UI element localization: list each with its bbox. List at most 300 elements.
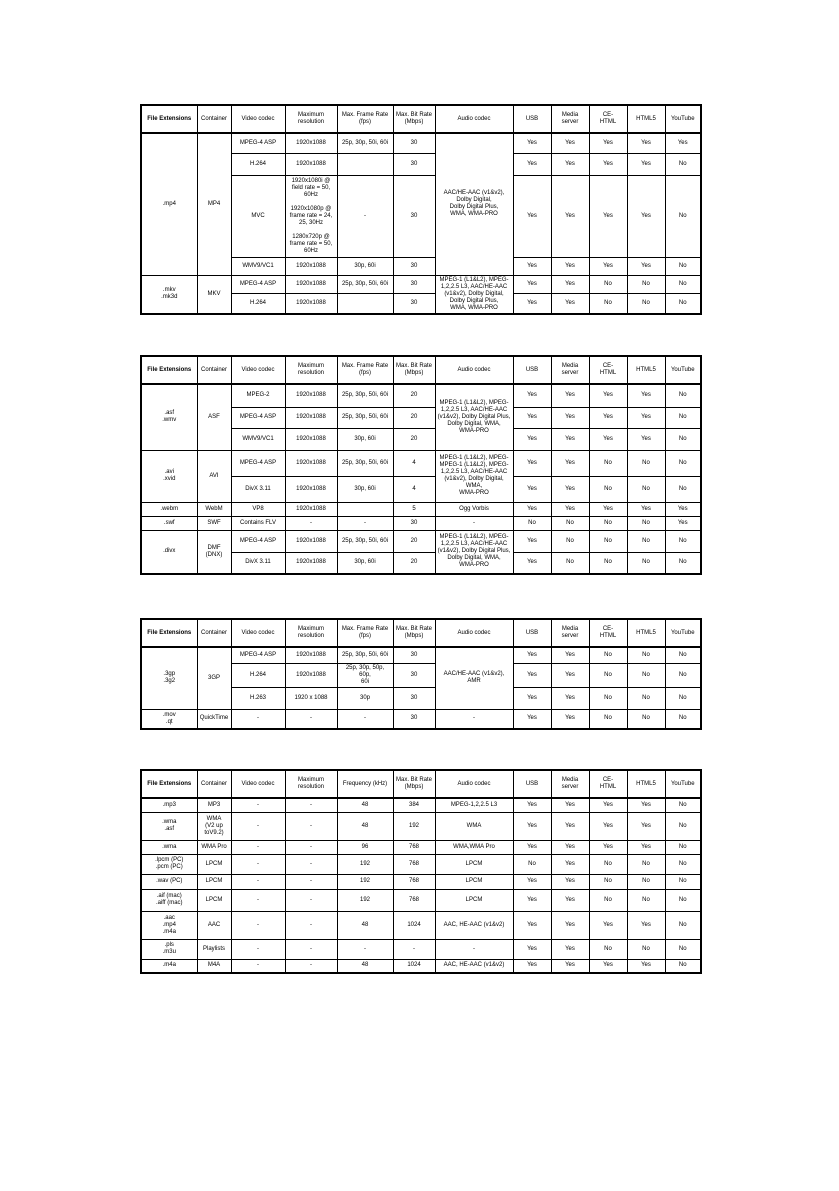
table-cell: 1920x1088 — [285, 384, 337, 407]
column-header: HTML5 — [627, 619, 665, 647]
table-cell: 30 — [393, 133, 435, 153]
table-cell: Contains FLV — [231, 516, 285, 530]
table-cell: No — [665, 476, 701, 502]
column-header: YouTube — [665, 619, 701, 647]
table-cell: No — [551, 552, 589, 574]
table-cell: 25p, 30p, 50i, 60i — [337, 407, 393, 428]
table-cell: Yes — [551, 428, 589, 450]
table-cell: SWF — [197, 516, 231, 530]
table-cell: Yes — [513, 275, 551, 293]
table-cell: No — [665, 153, 701, 175]
table-cell: .wav (PC) — [141, 874, 197, 889]
column-header: Max. Bit Rate (Mbps) — [393, 105, 435, 133]
table-cell: 1920x1088 — [285, 450, 337, 476]
table-cell: Yes — [551, 257, 589, 275]
table-cell: WMA — [435, 812, 513, 840]
table-cell: Yes — [627, 911, 665, 939]
table-cell: 25p, 30p, 50i, 60i — [337, 133, 393, 153]
table-cell: Yes — [589, 133, 627, 153]
table-cell: 1920x1088 — [285, 428, 337, 450]
table-cell: AAC, HE-AAC (v1&v2) — [435, 911, 513, 939]
table-cell: H.263 — [231, 687, 285, 709]
video-formats-table-mp4-mkv — [140, 104, 702, 315]
table-cell: 20 — [393, 428, 435, 450]
table-cell: Yes — [589, 428, 627, 450]
table-cell: .lpcm (PC) .pcm (PC) — [141, 854, 197, 874]
table-cell: No — [627, 476, 665, 502]
table-cell: WMV9/VC1 — [231, 428, 285, 450]
table-cell: Yes — [551, 133, 589, 153]
table-cell: Yes — [551, 798, 589, 812]
table-cell: 30 — [393, 293, 435, 313]
table-cell: Yes — [589, 153, 627, 175]
table-cell: LPCM — [435, 854, 513, 874]
table-cell: No — [589, 647, 627, 663]
table-cell: AAC/HE-AAC (v1&v2), Dolby Digital, Dolby Digital Plus, WMA, WMA-PRO — [435, 133, 513, 275]
table-cell: .divx — [141, 530, 197, 574]
column-header: Container — [197, 619, 231, 647]
table-cell: 1920x1088 — [285, 293, 337, 313]
header-row — [141, 770, 701, 798]
table-cell: 1920x1080i @ field rate = 50, 60Hz 1920x1080p @ frame rate = 24, 25, 30Hz 1280x720p @ frame rate = 50, 60Hz — [285, 175, 337, 257]
table-cell: 1920x1088 — [285, 275, 337, 293]
table-cell: Yes — [551, 407, 589, 428]
table-cell: No — [627, 939, 665, 959]
table-cell: 30p, 60i — [337, 476, 393, 502]
table-cell: No — [665, 959, 701, 973]
table-cell: Yes — [513, 502, 551, 516]
table-row — [141, 798, 701, 812]
table-cell: No — [589, 552, 627, 574]
table-cell: MP3 — [197, 798, 231, 812]
table-cell: 1920x1088 — [285, 502, 337, 516]
table-cell: No — [665, 384, 701, 407]
table-cell: DivX 3.11 — [231, 476, 285, 502]
table-cell: MPEG-1 (L1&L2), MPEG- 1,2,2.5 L3, AAC/HE-AAC (v1&v2), Dolby Digital Plus, Dolby Digital, WMA, WMA-PRO — [435, 384, 513, 450]
table-row — [141, 275, 701, 293]
table-cell: .swf — [141, 516, 197, 530]
table-cell: Yes — [627, 428, 665, 450]
table-cell: .avi .xvid — [141, 450, 197, 502]
video-formats-table-asf-avi-webm — [140, 355, 702, 575]
column-header: CE- HTML — [589, 356, 627, 384]
table-cell: No — [513, 516, 551, 530]
table-cell: MPEG-4 ASP — [231, 530, 285, 552]
table-cell: Yes — [551, 687, 589, 709]
table-cell: Yes — [513, 407, 551, 428]
table-cell: 30p — [337, 687, 393, 709]
column-header: Max. Frame Rate (fps) — [337, 356, 393, 384]
table-cell: Playlists — [197, 939, 231, 959]
table-cell: No — [665, 812, 701, 840]
table-cell: 20 — [393, 530, 435, 552]
table-cell: Yes — [513, 709, 551, 729]
table-cell: .3gp .3g2 — [141, 647, 197, 709]
table-cell: Yes — [627, 959, 665, 973]
table-cell: MPEG-4 ASP — [231, 407, 285, 428]
table-cell: No — [551, 530, 589, 552]
table-cell: 48 — [337, 798, 393, 812]
table-cell: LPCM — [435, 889, 513, 911]
table-cell: WebM — [197, 502, 231, 516]
table-cell: 20 — [393, 552, 435, 574]
table-cell: Yes — [589, 959, 627, 973]
table-cell: No — [665, 275, 701, 293]
table-cell: - — [285, 840, 337, 854]
table-cell: - — [231, 911, 285, 939]
table-cell: Yes — [513, 798, 551, 812]
table-cell: Yes — [551, 647, 589, 663]
table-row — [141, 133, 701, 153]
table-cell: Yes — [551, 911, 589, 939]
table-cell: Yes — [627, 407, 665, 428]
table-cell: - — [337, 709, 393, 729]
table-cell: Yes — [513, 133, 551, 153]
table-cell: - — [285, 874, 337, 889]
table-cell: No — [551, 516, 589, 530]
table-cell: No — [589, 889, 627, 911]
table-cell: 1920 x 1088 — [285, 687, 337, 709]
table-cell: .mp4 — [141, 133, 197, 275]
table-cell: No — [665, 530, 701, 552]
table-cell: 30 — [393, 647, 435, 663]
table-cell: Yes — [589, 384, 627, 407]
column-header: File Extensions — [141, 770, 197, 798]
table-cell: 1920x1088 — [285, 530, 337, 552]
column-header: Media server — [551, 105, 589, 133]
table-cell: MPEG-1 (L1&L2), MPEG- 1,2,2.5 L3, AAC/HE-AAC (v1&v2), Dolby Digital Plus, Dolby Digital, WMA, WMA-PRO — [435, 530, 513, 574]
table-cell: No — [627, 647, 665, 663]
table-cell: 768 — [393, 840, 435, 854]
table-cell: .aac .mp4 .m4a — [141, 911, 197, 939]
table-cell: Yes — [513, 874, 551, 889]
header-row — [141, 619, 701, 647]
table-cell: - — [231, 959, 285, 973]
table-cell: MKV — [197, 275, 231, 314]
table-cell: 4 — [393, 476, 435, 502]
table-cell: No — [627, 854, 665, 874]
table-cell: Yes — [627, 153, 665, 175]
table-cell: 1920x1088 — [285, 133, 337, 153]
table-cell: MPEG-1 (L1&L2), MPEG- MPEG-1 (L1&L2), MPEG- 1,2,2.5 L3, AAC/HE-AAC (v1&v2), Dolby Digital, WMA, WMA-PRO — [435, 450, 513, 502]
column-header: CE- HTML — [589, 770, 627, 798]
table-cell: Yes — [513, 257, 551, 275]
table-cell: Yes — [513, 175, 551, 257]
table-cell: LPCM — [197, 874, 231, 889]
table-cell: 1920x1088 — [285, 257, 337, 275]
table-cell: No — [665, 293, 701, 313]
table-cell: No — [665, 257, 701, 275]
table-cell: DivX 3.11 — [231, 552, 285, 574]
table-cell: MVC — [231, 175, 285, 257]
table-cell: WMA (V2 up toV9.2) — [197, 812, 231, 840]
table-cell: Yes — [627, 133, 665, 153]
table-cell: Yes — [551, 663, 589, 687]
table-cell: Yes — [589, 798, 627, 812]
table-row — [141, 854, 701, 874]
table-cell: MPEG-4 ASP — [231, 450, 285, 476]
table-cell: 30 — [393, 153, 435, 175]
column-header: YouTube — [665, 105, 701, 133]
table-cell: Yes — [513, 959, 551, 973]
column-header: USB — [513, 356, 551, 384]
table-cell: .wma .asf — [141, 812, 197, 840]
table-cell: Yes — [513, 812, 551, 840]
table-cell: No — [665, 798, 701, 812]
column-header: Audio codec — [435, 356, 513, 384]
table-row — [141, 911, 701, 939]
table-row — [141, 959, 701, 973]
table-cell: Yes — [513, 450, 551, 476]
table-cell: H.264 — [231, 293, 285, 313]
table-cell: No — [589, 854, 627, 874]
table-cell: No — [665, 840, 701, 854]
table-cell: MPEG-1 (L1&L2), MPEG- 1,2,2.5 L3, AAC/HE-AAC (v1&v2), Dolby Digital, Dolby Digital Plus, WMA, WMA-PRO — [435, 275, 513, 314]
column-header: Video codec — [231, 619, 285, 647]
table-cell: 25p, 30p, 50i, 60i — [337, 384, 393, 407]
table-cell: - — [231, 798, 285, 812]
table-cell: 30 — [393, 516, 435, 530]
table-cell: 192 — [393, 812, 435, 840]
table-cell: - — [337, 516, 393, 530]
table-cell: Yes — [589, 840, 627, 854]
column-header: CE- HTML — [589, 619, 627, 647]
table-cell: - — [393, 939, 435, 959]
table-row — [141, 889, 701, 911]
column-header: Maximum resolution — [285, 770, 337, 798]
table-cell: - — [435, 939, 513, 959]
column-header: Max. Bit Rate (Mbps) — [393, 619, 435, 647]
table-cell: No — [589, 275, 627, 293]
table-cell: No — [589, 516, 627, 530]
table-cell: WMA Pro — [197, 840, 231, 854]
table-cell: 30 — [393, 709, 435, 729]
table-cell: MP4 — [197, 133, 231, 275]
table-cell: 25p, 30p, 50p, 60p, 60i — [337, 663, 393, 687]
table-row — [141, 874, 701, 889]
table-cell: AAC — [197, 911, 231, 939]
table-cell: Yes — [665, 502, 701, 516]
table-cell: Yes — [589, 175, 627, 257]
table-cell: Yes — [513, 293, 551, 313]
table-cell: MPEG-1,2,2.5 L3 — [435, 798, 513, 812]
table-cell: 192 — [337, 889, 393, 911]
table-cell: H.264 — [231, 153, 285, 175]
table-cell — [337, 293, 393, 313]
table-row — [141, 530, 701, 552]
table-cell: No — [589, 450, 627, 476]
column-header: Maximum resolution — [285, 356, 337, 384]
table-cell: Yes — [551, 840, 589, 854]
table-cell: MPEG-4 ASP — [231, 647, 285, 663]
table-cell: Yes — [551, 384, 589, 407]
table-cell: Yes — [513, 687, 551, 709]
table-cell: Yes — [665, 516, 701, 530]
table-row — [141, 647, 701, 663]
table-cell: ASF — [197, 384, 231, 450]
table-cell: MPEG-4 ASP — [231, 275, 285, 293]
table-cell: No — [665, 428, 701, 450]
table-cell: No — [627, 293, 665, 313]
table-cell: VP8 — [231, 502, 285, 516]
table-cell: No — [665, 889, 701, 911]
table-cell: MPEG-4 ASP — [231, 133, 285, 153]
table-row — [141, 384, 701, 407]
table-row — [141, 840, 701, 854]
header-row — [141, 105, 701, 133]
table-cell: No — [627, 889, 665, 911]
table-cell: No — [589, 939, 627, 959]
table-cell: No — [589, 476, 627, 502]
table-cell: 5 — [393, 502, 435, 516]
table-cell: No — [665, 552, 701, 574]
table-cell: 25p, 30p, 50i, 60i — [337, 450, 393, 476]
table-cell: QuickTime — [197, 709, 231, 729]
table-cell: - — [337, 175, 393, 257]
table-cell: No — [665, 407, 701, 428]
table-cell: MPEG-2 — [231, 384, 285, 407]
table-cell: Yes — [589, 812, 627, 840]
column-header: HTML5 — [627, 770, 665, 798]
table-row — [141, 812, 701, 840]
column-header: USB — [513, 770, 551, 798]
table-cell: No — [665, 874, 701, 889]
table-cell: No — [627, 663, 665, 687]
table-cell: Yes — [551, 175, 589, 257]
table-cell: Yes — [551, 450, 589, 476]
table-cell: Yes — [513, 840, 551, 854]
table-cell — [337, 153, 393, 175]
table-row — [141, 502, 701, 516]
table-cell: Yes — [513, 911, 551, 939]
table-cell: No — [627, 552, 665, 574]
table-cell: - — [231, 874, 285, 889]
table-cell: 25p, 30p, 50i, 60i — [337, 275, 393, 293]
table-cell: 4 — [393, 450, 435, 476]
table-cell: No — [513, 854, 551, 874]
table-cell: - — [285, 959, 337, 973]
column-header: Frequency (kHz) — [337, 770, 393, 798]
table-cell — [337, 502, 393, 516]
table-cell: 30p, 60i — [337, 552, 393, 574]
table-cell: Yes — [513, 153, 551, 175]
column-header: File Extensions — [141, 619, 197, 647]
table-cell: Yes — [513, 476, 551, 502]
table-cell: No — [627, 516, 665, 530]
table-cell: 48 — [337, 959, 393, 973]
table-cell: - — [231, 854, 285, 874]
table-cell: No — [665, 939, 701, 959]
table-cell: Yes — [665, 133, 701, 153]
table-cell: - — [285, 798, 337, 812]
table-cell: 20 — [393, 384, 435, 407]
table-cell: 192 — [337, 854, 393, 874]
column-header: Media server — [551, 356, 589, 384]
table-cell: AAC/HE-AAC (v1&v2), AMR — [435, 647, 513, 709]
table-cell: Ogg Vorbis — [435, 502, 513, 516]
column-header: File Extensions — [141, 356, 197, 384]
table-cell: 384 — [393, 798, 435, 812]
column-header: USB — [513, 619, 551, 647]
table-cell: Yes — [513, 663, 551, 687]
table-cell: Yes — [551, 293, 589, 313]
column-header: CE- HTML — [589, 105, 627, 133]
table-cell: M4A — [197, 959, 231, 973]
table-cell: LPCM — [197, 854, 231, 874]
table-cell: 1024 — [393, 959, 435, 973]
table-cell: 30p, 60i — [337, 428, 393, 450]
column-header: Audio codec — [435, 105, 513, 133]
table-cell: No — [665, 647, 701, 663]
table-cell: Yes — [627, 175, 665, 257]
table-cell: .mp3 — [141, 798, 197, 812]
column-header: Audio codec — [435, 619, 513, 647]
table-cell: Yes — [589, 502, 627, 516]
table-cell: Yes — [551, 874, 589, 889]
table-cell: Yes — [513, 428, 551, 450]
column-header: Container — [197, 770, 231, 798]
table-cell: - — [231, 812, 285, 840]
table-cell: .aif (mac) .aiff (mac) — [141, 889, 197, 911]
table-row — [141, 939, 701, 959]
table-cell: 48 — [337, 911, 393, 939]
table-cell: Yes — [551, 854, 589, 874]
column-header: HTML5 — [627, 356, 665, 384]
table-cell: .asf .wmv — [141, 384, 197, 450]
table-cell: 48 — [337, 812, 393, 840]
table-cell: 30 — [393, 275, 435, 293]
table-cell: No — [665, 175, 701, 257]
column-header: HTML5 — [627, 105, 665, 133]
column-header: Maximum resolution — [285, 105, 337, 133]
table-cell: 1920x1088 — [285, 407, 337, 428]
table-cell: Yes — [627, 840, 665, 854]
table-cell: 1024 — [393, 911, 435, 939]
table-cell: No — [665, 709, 701, 729]
table-cell: No — [589, 709, 627, 729]
table-cell: LPCM — [197, 889, 231, 911]
table-cell: - — [337, 939, 393, 959]
table-cell: 768 — [393, 854, 435, 874]
table-cell: 1920x1088 — [285, 647, 337, 663]
table-cell: No — [589, 293, 627, 313]
table-cell: No — [589, 687, 627, 709]
column-header: Maximum resolution — [285, 619, 337, 647]
table-cell: Yes — [589, 257, 627, 275]
table-cell: - — [285, 889, 337, 911]
table-cell: - — [231, 840, 285, 854]
table-cell: - — [285, 911, 337, 939]
table-cell: - — [231, 889, 285, 911]
table-cell: No — [627, 450, 665, 476]
table-cell: H.264 — [231, 663, 285, 687]
table-cell: - — [285, 854, 337, 874]
table-cell: .webm — [141, 502, 197, 516]
column-header: Video codec — [231, 356, 285, 384]
table-cell: Yes — [513, 889, 551, 911]
table-cell: 30 — [393, 663, 435, 687]
table-cell: LPCM — [435, 874, 513, 889]
table-cell: AAC, HE-AAC (v1&v2) — [435, 959, 513, 973]
table-cell: 30p, 60i — [337, 257, 393, 275]
table-cell: No — [589, 530, 627, 552]
header-row — [141, 356, 701, 384]
column-header: Max. Frame Rate (fps) — [337, 105, 393, 133]
table-cell: 30 — [393, 257, 435, 275]
table-cell: Yes — [589, 407, 627, 428]
table-cell: Yes — [551, 709, 589, 729]
table-cell: Yes — [551, 959, 589, 973]
